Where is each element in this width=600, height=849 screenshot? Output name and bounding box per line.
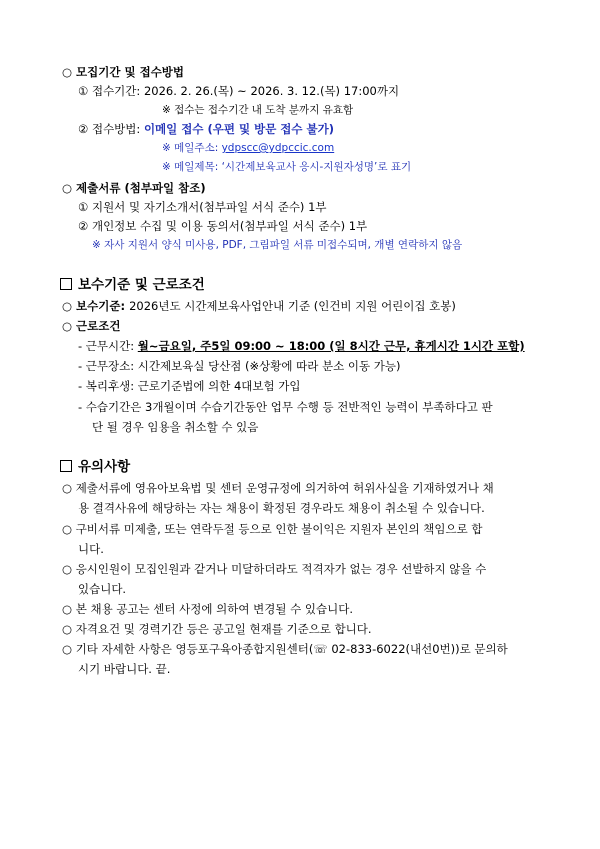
documents-item-2: ② 개인정보 수집 및 이용 동의서(첨부파일 서식 준수) 1부	[78, 219, 368, 233]
place-line: - 근무장소: 시간제보육실 당산점 (※상황에 따라 분소 이동 가능)	[78, 359, 401, 373]
documents-note: ※ 자사 지원서 양식 미사용, PDF, 그림파일 서류 미접수되며, 개별 연락하지 않음	[92, 239, 463, 251]
subject-note: ※ 메일제목: ‘시간제보육교사 응시-지원자성명’로 표기	[162, 161, 412, 173]
probation-line-1: - 수습기간은 3개월이며 수습기간동안 업무 수행 등 전반적인 능력이 부족하다고 판	[78, 400, 493, 414]
notice-item-1-line-2: 용 결격사유에 해당하는 자는 채용이 확정된 경우라도 채용이 취소될 수 있습니다.	[78, 501, 485, 515]
documents-item-1: ① 지원서 및 자기소개서(첨부파일 서식 준수) 1부	[78, 200, 327, 214]
conditions-heading: ○ 근로조건	[62, 319, 121, 333]
notice-section-title	[60, 458, 130, 476]
email-line	[162, 140, 334, 156]
email-label: ※ 메일주소:	[162, 142, 222, 154]
pay-title: 보수기준 및 근로조건	[78, 277, 205, 293]
notice-item-6-line-1: ○ 기타 자세한 사항은 영등포구육아종합지원센터(☏ 02-833-6022(내선0번))로 문의하	[62, 642, 508, 656]
method-line	[78, 121, 334, 137]
hours-value: 월~금요일, 주5일 09:00 ~ 18:00 (일 8시간 근무, 휴게시간 1시간 포함)	[137, 339, 525, 353]
notice-item-3-line-1: ○ 응시인원이 모집인원과 같거나 미달하더라도 적격자가 없는 경우 선발하지 않을 수	[62, 562, 487, 576]
notice-item-1-line-1: ○ 제출서류에 영유아보육법 및 센터 운영규정에 의거하여 허위사실을 기재하였거나 채	[62, 481, 494, 495]
hours-label: - 근무시간:	[78, 339, 138, 353]
notice-item-2-line-1: ○ 구비서류 미제출, 또는 연락두절 등으로 인한 불이익은 지원자 본인의 책임으로 합	[62, 522, 483, 536]
period-label: ① 접수기간:	[78, 84, 144, 98]
notice-title: 유의사항	[78, 459, 131, 475]
hours-line	[78, 338, 525, 354]
probation-line-2: 단 될 경우 임용을 취소할 수 있음	[92, 420, 259, 434]
checkbox-square-icon	[60, 460, 72, 472]
notice-item-5: ○ 자격요건 및 경력기간 등은 공고일 현재를 기준으로 합니다.	[62, 622, 372, 636]
period-value: 2026. 2. 26.(목) ~ 2026. 3. 12.(목) 17:00까지	[143, 84, 400, 98]
period-line	[78, 83, 399, 99]
period-note: ※ 접수는 접수기간 내 도착 분까지 유효함	[162, 104, 354, 116]
pay-standard-line	[62, 298, 456, 314]
notice-item-2-line-2: 니다.	[78, 542, 104, 556]
pay-standard-value: 2026년도 시간제보육사업안내 기준 (인건비 지원 어린이집 호봉)	[129, 299, 456, 313]
notice-item-3-line-2: 있습니다.	[78, 582, 127, 596]
notice-item-6-line-2: 시기 바랍니다. 끝.	[78, 662, 171, 676]
checkbox-square-icon	[60, 278, 72, 290]
method-label: ② 접수방법:	[78, 122, 144, 136]
email-link[interactable]: ydpscc@ydpccic.com	[221, 142, 335, 154]
documents-heading: ○ 제출서류 (첨부파일 참조)	[62, 181, 206, 195]
method-value: 이메일 접수 (우편 및 방문 접수 불가)	[143, 122, 334, 136]
notice-item-4: ○ 본 채용 공고는 센터 사정에 의하여 변경될 수 있습니다.	[62, 602, 353, 616]
recruit-heading: ○ 모집기간 및 접수방법	[62, 65, 185, 79]
pay-standard-label: ○ 보수기준:	[62, 299, 130, 313]
welfare-line: - 복리후생: 근로기준법에 의한 4대보험 가입	[78, 379, 301, 393]
pay-section-title	[60, 276, 205, 294]
